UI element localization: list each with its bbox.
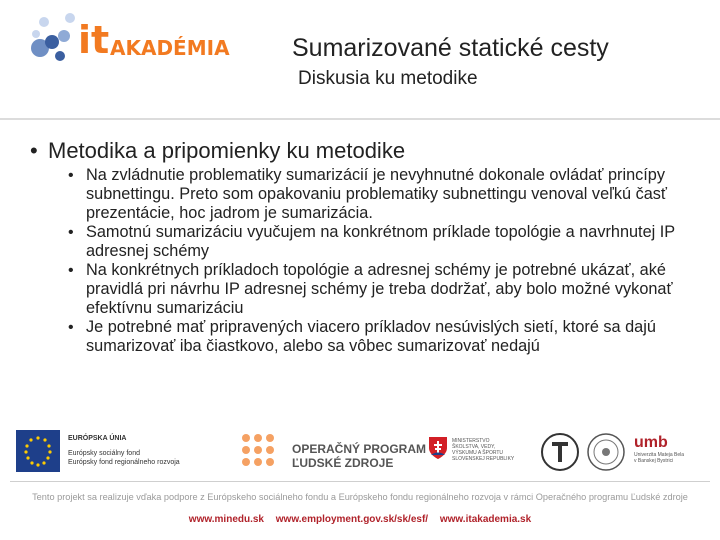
header-divider xyxy=(0,118,720,120)
main-bullet xyxy=(30,138,405,164)
footer-divider xyxy=(10,481,710,482)
eu-title: EURÓPSKA ÚNIA xyxy=(68,435,127,442)
eu-fund-2: Európsky fond regionálneho rozvoja xyxy=(68,459,180,466)
main-bullet-text: Metodika a pripomienky ku metodike xyxy=(48,138,406,163)
page-title: Sumarizované statické cesty xyxy=(292,34,609,62)
ministry-line-4: SLOVENSKEJ REPUBLIKY xyxy=(452,456,515,462)
it-akademia-logo xyxy=(22,8,230,70)
umb-logo-text: umb xyxy=(634,434,668,451)
university-logo-icon xyxy=(540,432,580,472)
link-minedu[interactable]: www.minedu.sk xyxy=(188,514,264,525)
bullet-icon: • xyxy=(30,138,38,163)
footer-links xyxy=(0,514,720,525)
link-employment[interactable]: www.employment.gov.sk/sk/esf/ xyxy=(275,514,429,525)
footer-note: Tento projekt sa realizuje vďaka podpore z Európskeho sociálneho fondu a Európskeho fondu regionálneho rozvoja v rámci Operačného programu Ľudské zdroje xyxy=(32,492,688,502)
ministry-line-1: MINISTERSTVO xyxy=(452,438,490,444)
logo-it-text: it xyxy=(78,18,110,62)
university-seal-icon xyxy=(586,432,626,472)
op-line-1: OPERAČNÝ PROGRAM xyxy=(292,442,427,456)
slovak-coat-of-arms-icon xyxy=(428,436,448,460)
ministry-line-3: VÝSKUMU A ŠPORTU xyxy=(452,450,504,456)
eu-flag-icon xyxy=(16,430,60,472)
eu-text xyxy=(68,434,180,467)
sub-bullet-item: • Na zvládnutie problematiky sumarizácií je nevyhnutné dokonale ovládať princípy subnettingu. Preto som opakovaniu problematiky subnettingu venoval veľkú časť prezentácie, hoc jadrom je sumarizácia. xyxy=(68,166,698,223)
page-subtitle: Diskusia ku metodike xyxy=(298,68,478,89)
op-text xyxy=(292,442,426,470)
footer-logos xyxy=(0,428,720,476)
sub-bullet-item: • Na konkrétnych príkladoch topológie a adresnej schémy je potrebné ukázať, aké pravidlá pri návrhu IP adresnej schémy je treba dodržať, aby bolo možné vykonať efektívnu sumarizáciu xyxy=(68,261,698,318)
logo-academy-text: AKADÉMIA xyxy=(110,36,230,60)
op-dots-icon xyxy=(240,432,282,474)
sub-bullet-list xyxy=(68,166,698,356)
umb-logo xyxy=(634,434,684,464)
sub-bullet-item: • Samotnú sumarizáciu vyučujem na konkrétnom príklade topológie a navrhnutej IP adresnej schémy xyxy=(68,223,698,261)
umb-sub-1: Univerzita Mateja Bela xyxy=(634,452,685,458)
link-itakademia[interactable]: www.itakademia.sk xyxy=(439,514,532,525)
ministry-text xyxy=(452,438,514,462)
ministry-line-2: ŠKOLSTVA, VEDY, xyxy=(452,444,496,450)
op-line-2: ĽUDSKÉ ZDROJE xyxy=(292,456,394,470)
eu-fund-1: Európsky sociálny fond xyxy=(68,450,140,457)
umb-sub-2: v Banskej Bystrici xyxy=(634,458,674,464)
sub-bullet-item: • Je potrebné mať pripravených viacero príkladov nesúvislých sietí, ktoré sa dajú sumarizovať iba čiastkovo, alebo sa vôbec sumarizovať nedajú xyxy=(68,318,698,356)
